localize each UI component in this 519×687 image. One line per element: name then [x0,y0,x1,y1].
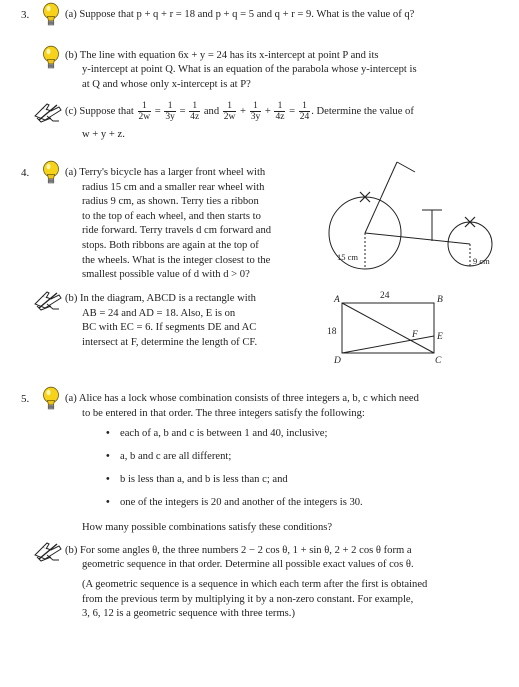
q3c-prefix: (c) Suppose that [65,105,134,117]
handlebar [397,162,415,172]
label-e: E [437,332,443,342]
q4b-text [65,292,257,350]
q5a-question: How many possible combinations satisfy these conditions? [82,522,333,533]
list-item: • one of the integers is 20 and another of the integers is 30. [106,497,363,508]
q3b-line3: at Q and whose only x-intercept is at P? [82,79,251,90]
fraction: $\frac{1}{3y}$ [165,101,175,122]
q5b-line2: geometric sequence in that order. Determine all possible exact values of cos θ. [82,559,414,570]
q3b-line2: y-intercept at point Q. What is an equation of the parabola whose y-intercept is [82,64,417,75]
note-line: 3, 6, 12 is a geometric sequence with three terms.) [82,608,295,620]
question-number-3: 3. [21,9,30,21]
fraction: $\frac{1}{4z}$ [275,101,285,122]
q3c-equation: (c) Suppose that $\frac{1}{2w}$ = $\frac{1}{3y}$ = $\frac{1}{4z}$ and $\frac{1}{2w}$ + $\frac{1}{3y}$ + $\frac{1}{4z}$ = $\frac{1}{24}$ . Determine the value of [65,101,414,122]
q4b-line: BC with EC = 6. If segments DE and AC [82,322,257,334]
writing-hand-icon [33,541,63,563]
label-d: D [334,356,341,366]
q4b-line: (b) In the diagram, ABCD is a rectangle with [65,293,256,304]
fraction: $\frac{1}{4z}$ [190,101,200,122]
lightbulb-icon [40,386,62,412]
writing-hand-icon [33,102,63,124]
rectangle-diagram [322,286,452,366]
list-item: • each of a, b and c is between 1 and 40, inclusive; [106,428,328,439]
q5b-line1: (b) For some angles θ, the three numbers 2 − 2 cos θ, 1 + sin θ, 2 + 2 cos θ form a [65,545,412,556]
front-radius-label: 15 cm [337,252,359,262]
label-b: B [437,295,443,305]
question-number-4: 4. [21,167,30,179]
question-number-5: 5. [21,393,30,405]
q3a-text: (a) Suppose that p + q + r = 18 and p + q = 5 and q + r = 9. What is the value of q? [65,9,415,20]
lightbulb-icon [40,160,62,186]
q5a-line2: to be entered in that order. The three integers satisfy the following: [82,408,365,419]
list-item: • b is less than a, and b is less than c; and [106,474,288,485]
q4a-line: radius 15 cm and a smaller rear wheel with [82,181,265,193]
segment-ac [342,303,434,353]
list-item: • a, b and c are all different; [106,451,232,462]
q4b-line: AB = 24 and AD = 18. Also, E is on [82,307,236,319]
fraction: $\frac{1}{2w}$ [138,101,151,122]
fraction: $\frac{1}{24}$ [299,101,310,122]
q5b-note [82,578,427,622]
q4a-line: (a) Terry's bicycle has a larger front wheel with [65,167,266,178]
q4a-line: the wheels. What is the integer closest to the [82,254,271,266]
segment-de [342,336,434,353]
fraction: $\frac{1}{3y}$ [250,101,261,122]
note-line: (A geometric sequence is a sequence in which each term after the first is obtained [82,579,428,590]
q4a-line: stops. Both ribbons are again at the top of [82,239,259,251]
q4a-line: radius 9 cm, as shown. Terry ties a ribbon [82,196,259,208]
rear-radius-label: 9 cm [473,256,490,266]
q3c-suffix: . Determine the value of [311,105,414,117]
q3c-and: and [203,105,220,117]
note-line: from the previous term by multiplying it by a non-zero constant. For example, [82,593,414,605]
q3c-line2: w + y + z. [82,129,125,140]
q4a-line: ride forward. Terry travels d cm forward and [82,225,272,237]
label-a: A [334,295,340,305]
fraction: $\frac{1}{2w}$ [223,101,236,122]
bicycle-diagram [325,158,505,278]
writing-hand-icon [33,290,63,312]
q3b-line1: (b) The line with equation 6x + y = 24 has its x-intercept at point P and its [65,50,379,61]
label-f: F [412,330,418,340]
lightbulb-icon [40,2,62,28]
q4a-line: to the top of each wheel, and then starts to [82,210,261,222]
label-top-length: 24 [380,291,390,301]
lightbulb-icon [40,45,62,71]
label-c: C [435,356,442,366]
label-left-length: 18 [327,327,337,337]
q4a-line: smallest possible value of d with d > 0? [82,269,250,281]
q4a-text [65,166,271,283]
q5a-bullet-list [106,427,363,519]
q5a-line1: (a) Alice has a lock whose combination consists of three integers a, b, c which need [65,393,419,404]
q4b-line: intersect at F, determine the length of CF. [82,336,258,348]
frame-bar [365,233,470,244]
